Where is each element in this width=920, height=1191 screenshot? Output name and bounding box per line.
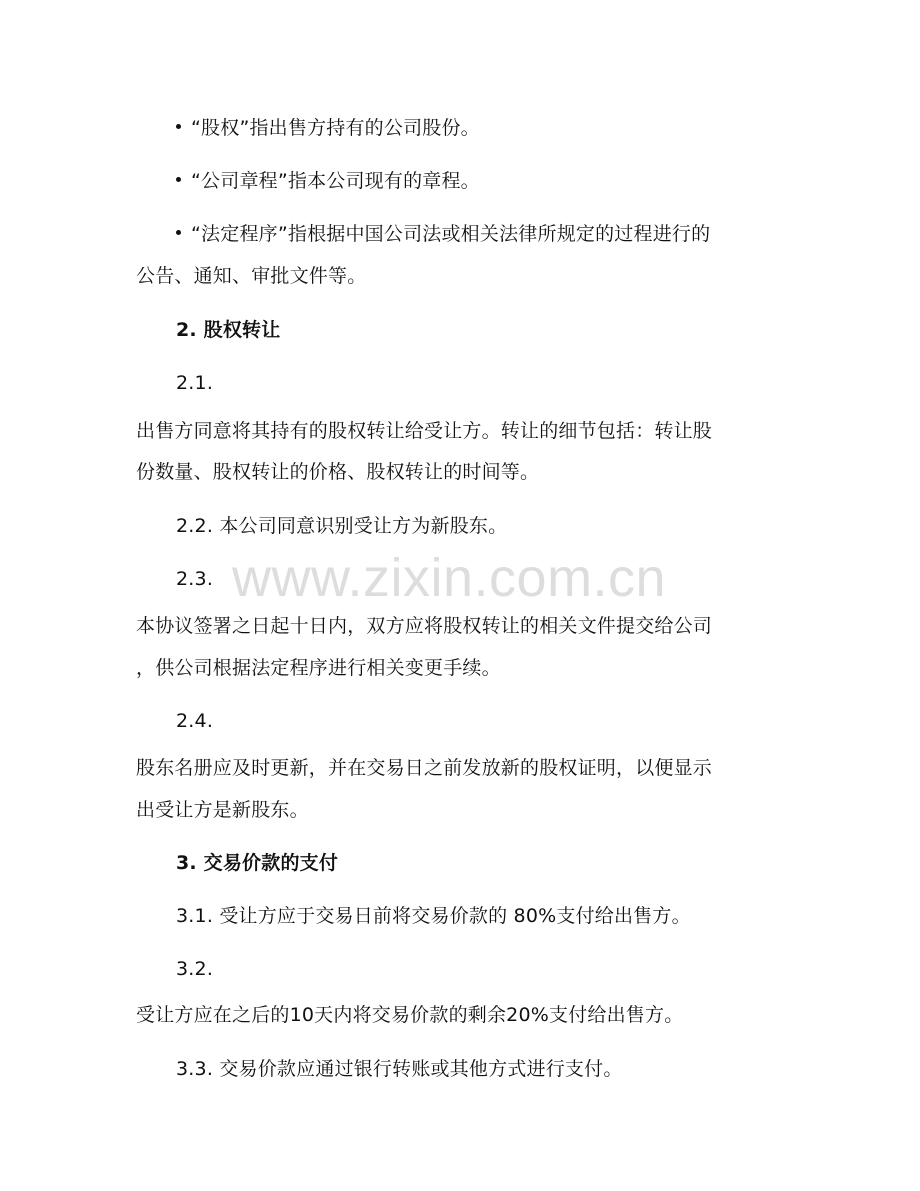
clause-number: 2.4. <box>176 710 214 732</box>
clause-text: 份数量、股权转让的价格、股权转让的时间等。 <box>136 461 540 483</box>
clause-number: 3.2. <box>176 958 214 980</box>
bullet-icon <box>176 230 181 235</box>
definition-text: “公司章程”指本公司现有的章程。 <box>191 170 480 192</box>
section-heading: 3. 交易价款的支付 <box>176 852 339 874</box>
clause-text: 受让方应在之后的10天内将交易价款的剩余20%支付给出售方。 <box>136 1004 684 1026</box>
clause-text: ，供公司根据法定程序进行相关变更手续。 <box>136 657 501 679</box>
definition-item <box>176 169 480 193</box>
watermark: www.zixin.com.cn <box>232 548 667 608</box>
clause-item <box>176 904 691 928</box>
clause-number: 2.3. <box>176 568 214 590</box>
definition-item <box>176 116 480 140</box>
clause-number: 3.1. <box>176 905 214 927</box>
clause-text: 交易价款应通过银行转账或其他方式进行支付。 <box>219 1058 623 1080</box>
bullet-icon <box>176 124 181 129</box>
clause-number: 2.2. <box>176 515 214 537</box>
definition-text: “股权”指出售方持有的公司股份。 <box>191 117 480 139</box>
definition-item <box>176 222 710 246</box>
definition-text: “法定程序”指根据中国公司法或相关法律所规定的过程进行的 <box>191 223 711 245</box>
section-heading: 2. 股权转让 <box>176 319 281 341</box>
clause-text: 本协议签署之日起十日内，双方应将股权转让的相关文件提交给公司 <box>136 615 713 637</box>
clause-number: 2.1. <box>176 372 214 394</box>
clause-text: 本公司同意识别受让方为新股东。 <box>219 515 508 537</box>
clause-number: 3.3. <box>176 1058 214 1080</box>
clause-item <box>176 514 507 538</box>
bullet-icon <box>176 177 181 182</box>
clause-text: 出受让方是新股东。 <box>136 799 309 821</box>
clause-text: 出售方同意将其持有的股权转让给受让方。转让的细节包括：转让股 <box>136 420 713 442</box>
clause-text: 股东名册应及时更新，并在交易日之前发放新的股权证明，以便显示 <box>136 757 713 779</box>
definition-continuation: 公告、通知、审批文件等。 <box>136 265 367 287</box>
clause-item <box>176 1057 623 1081</box>
clause-text: 受让方应于交易日前将交易价款的 80%支付给出售方。 <box>219 905 691 927</box>
